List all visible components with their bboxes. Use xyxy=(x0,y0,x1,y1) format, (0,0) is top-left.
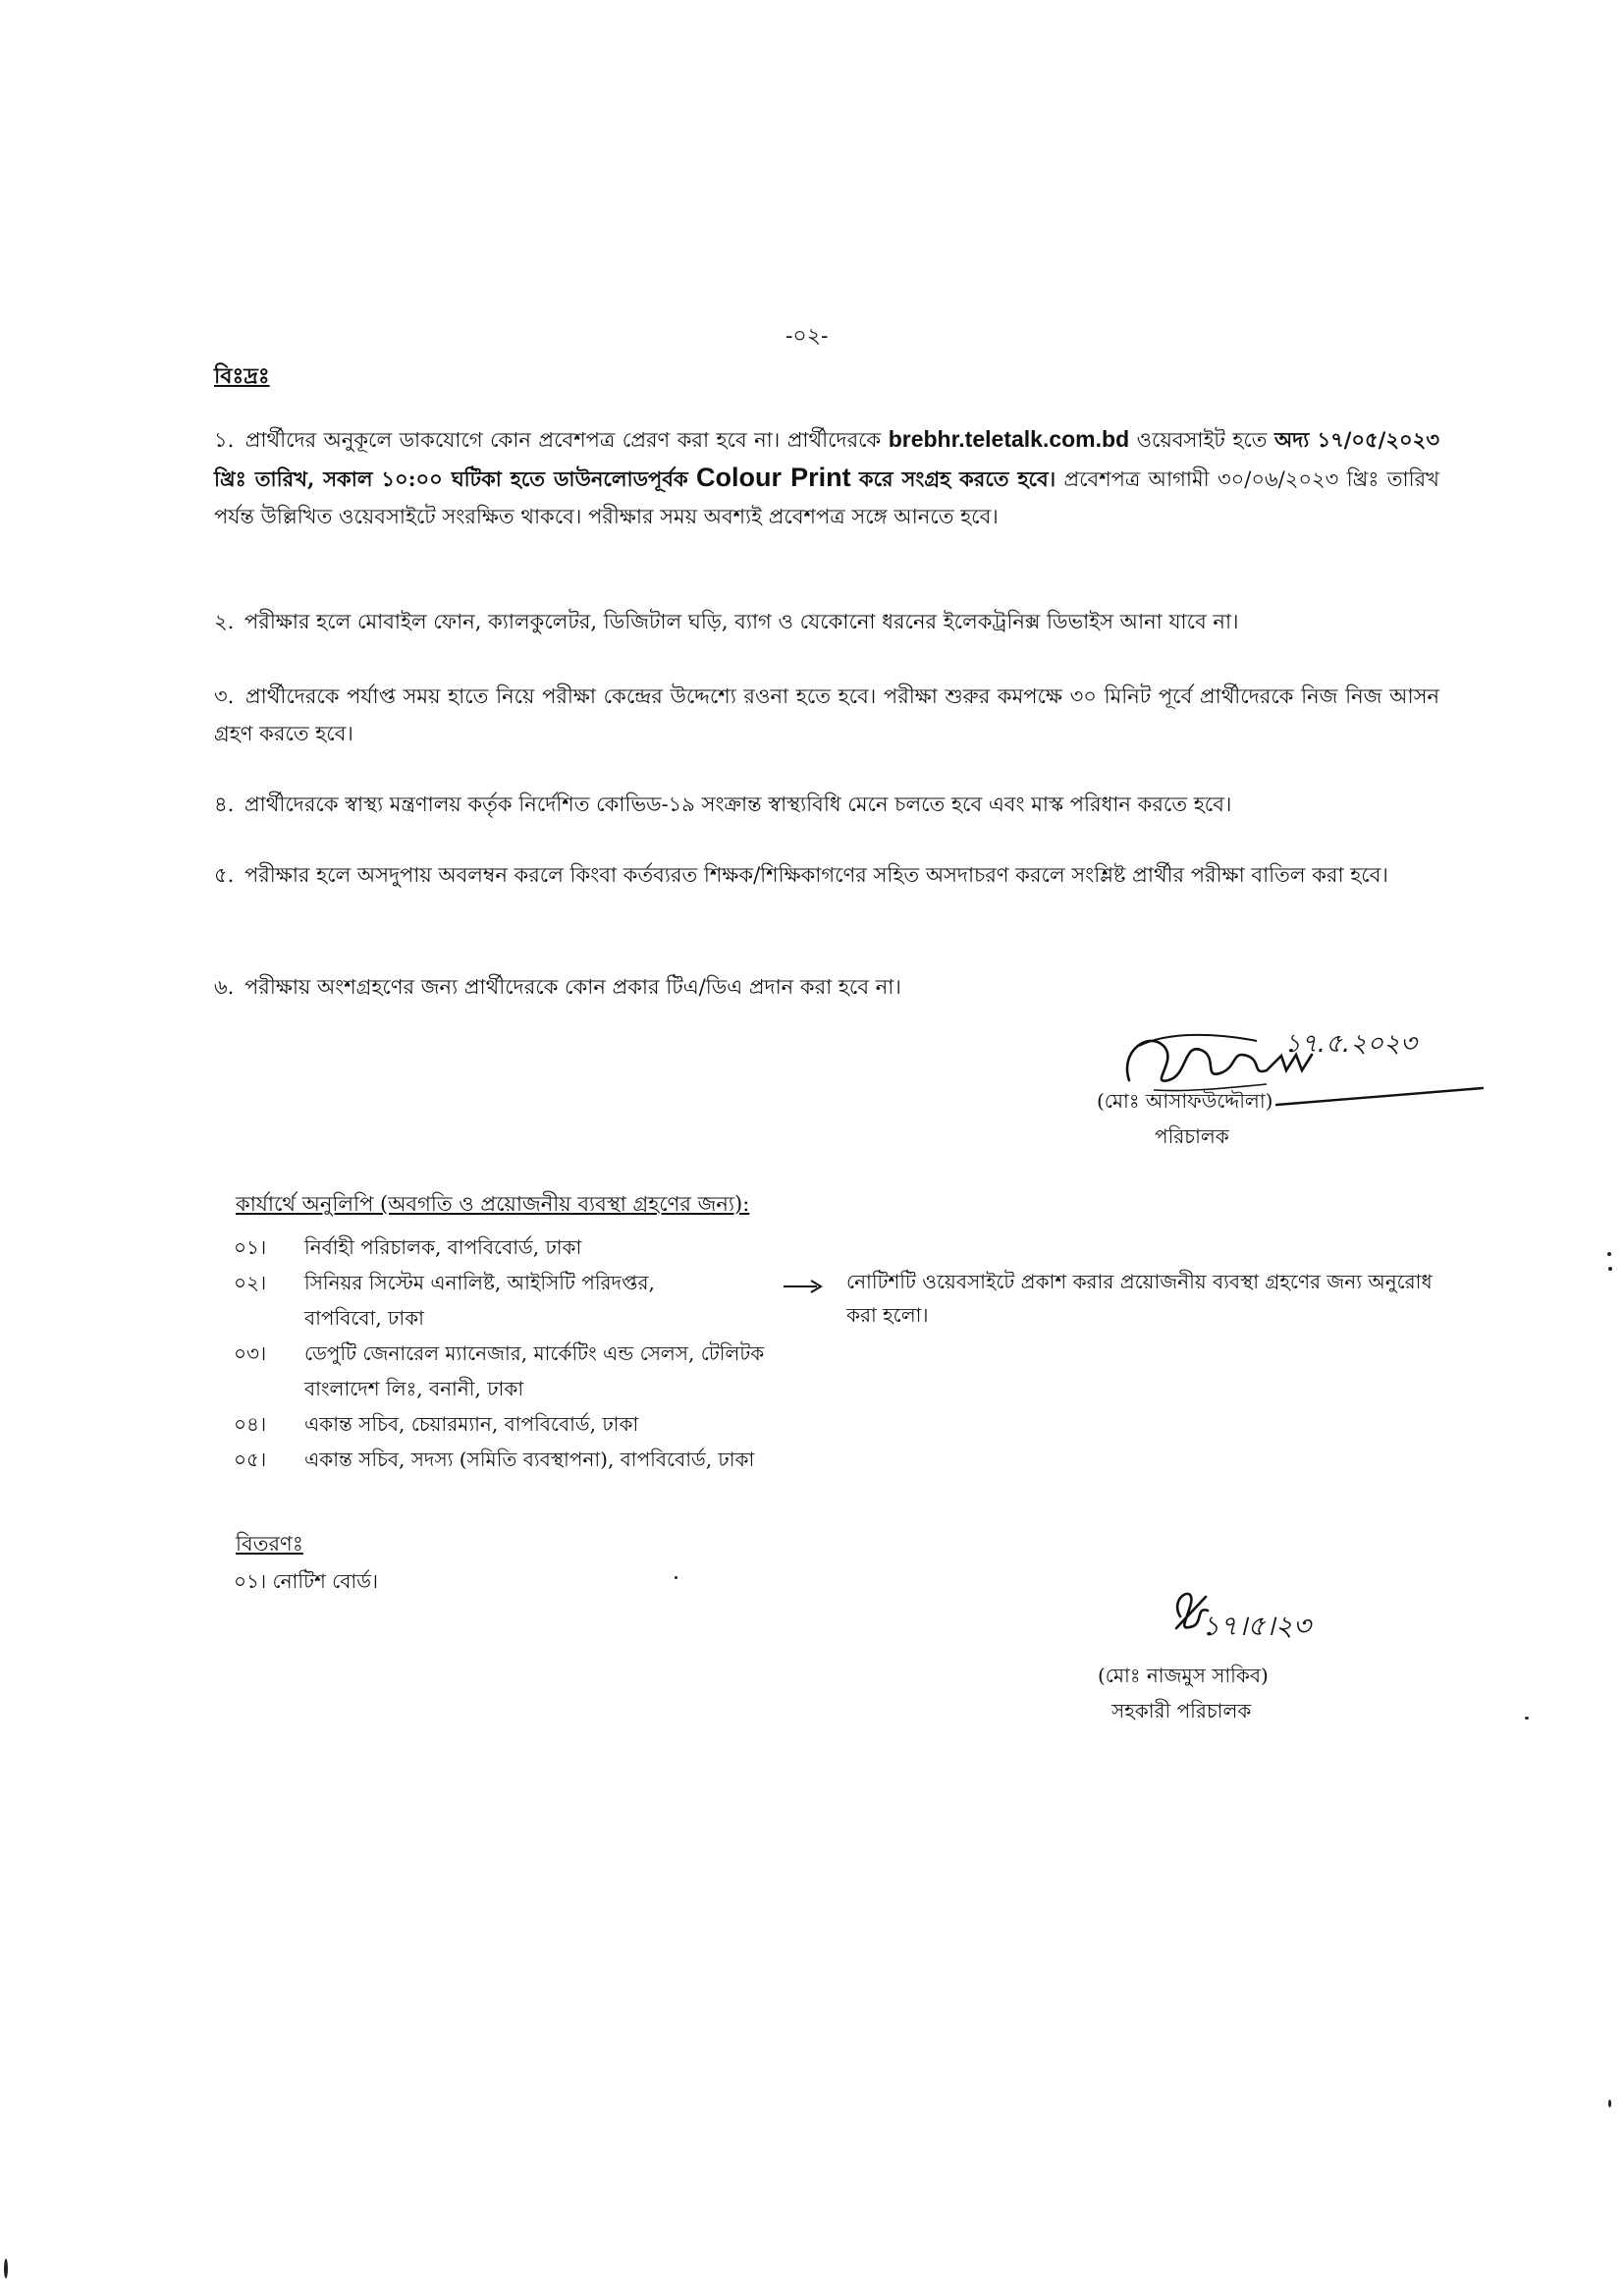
instruction-number: ১. xyxy=(214,428,235,452)
assistant-name: (মোঃ নাজমুস সাকিব) xyxy=(1098,1664,1269,1687)
page-number: -০২- xyxy=(785,324,829,349)
colour-print-text: Colour Print xyxy=(695,463,851,492)
instruction-2 xyxy=(214,603,1439,640)
instruction-text: প্রবেশপত্র আগামী ৩০/০৬/২০২৩ খ্রিঃ তারিখ পর্যন্ত উল্লিখিত ওয়েবসাইটে সংরক্ষিত থাকবে। পরীক্ষার সময় অবশ্যই প্রবেশপত্র সঙ্গে আনতে হবে। xyxy=(214,467,1439,528)
instruction-text: ওয়েবসাইট হতে xyxy=(1136,428,1268,452)
scan-speck xyxy=(1608,2100,1611,2107)
copy-to-heading: কার্যার্থে অনুলিপি (অবগতি ও প্রয়োজনীয় ব্যবস্থা গ্রহণের জন্য): xyxy=(236,1192,750,1216)
assistant-signature-date: ১৭।৫।২৩ xyxy=(1202,1610,1311,1642)
request-note: নোটিশটি ওয়েবসাইটে প্রকাশ করার প্রয়োজনীয় ব্যবস্থা গ্রহণের জন্য অনুরোধ করা হলো। xyxy=(846,1270,1433,1327)
list-item xyxy=(234,1230,842,1265)
instruction-1 xyxy=(214,420,1439,535)
distribution-item: ০১। নোটিশ বোর্ড। xyxy=(234,1569,379,1593)
instruction-number: ৩. xyxy=(214,684,235,708)
instruction-4 xyxy=(214,786,1439,823)
director-signature-date: ১৭.৫.২০২৩ xyxy=(1284,1029,1417,1059)
list-item-number: ০১। xyxy=(234,1235,267,1259)
notes-heading: বিঃদ্রঃ xyxy=(214,363,270,389)
instruction-text-bold: করে সংগ্রহ করতে হবে। xyxy=(858,466,1056,491)
instruction-number: ৫. xyxy=(214,863,235,887)
scan-speck xyxy=(1608,1267,1612,1271)
instruction-text: পরীক্ষার হলে মোবাইল ফোন, ক্যালকুলেটর, ডিজিটাল ঘড়ি, ব্যাগ ও যেকোনো ধরনের ইলেকট্রনিক্স ডিভাইস আনা যাবে না। xyxy=(244,610,1239,633)
instruction-text: প্রার্থীদেরকে পর্যাপ্ত সময় হাতে নিয়ে পরীক্ষা কেন্দ্রের উদ্দেশ্যে রওনা হতে হবে। পরীক্ষা শুরুর কমপক্ষে ৩০ মিনিট পূর্বে প্রার্থীদেরকে নিজ নিজ আসন গ্রহণ করতে হবে। xyxy=(214,684,1439,745)
list-item-text: একান্ত সচিব, চেয়ারম্যান, বাপবিবোর্ড, ঢাকা xyxy=(304,1412,639,1436)
list-item xyxy=(234,1336,842,1406)
list-item-text: ডেপুটি জেনারেল ম্যানেজার, মার্কেটিং এন্ড সেলস, টেলিটক বাংলাদেশ লিঃ, বনানী, ঢাকা xyxy=(304,1341,765,1400)
instruction-text: পরীক্ষায় অংশগ্রহণের জন্য প্রার্থীদেরকে কোন প্রকার টিএ/ডিএ প্রদান করা হবে না। xyxy=(244,975,901,999)
assistant-title: সহকারী পরিচালক xyxy=(1111,1699,1252,1722)
instruction-text: পরীক্ষার হলে অসদুপায় অবলম্বন করলে কিংবা কর্তব্যরত শিক্ষক/শিক্ষিকাগণের সহিত অসদাচরণ করলে সংশ্লিষ্ট প্রার্থীর পরীক্ষা বাতিল করা হবে। xyxy=(244,863,1388,887)
list-item-number: ০৪। xyxy=(234,1412,267,1436)
instruction-3 xyxy=(214,678,1439,752)
director-title: পরিচালক xyxy=(1155,1124,1229,1148)
instruction-number: ৬. xyxy=(214,975,235,999)
instruction-5 xyxy=(214,856,1439,894)
list-item-number: ০৫। xyxy=(234,1448,267,1471)
instruction-number: ৪. xyxy=(214,793,235,816)
scan-speck xyxy=(675,1576,677,1579)
scan-speck xyxy=(1525,1717,1529,1720)
list-item xyxy=(234,1442,842,1477)
instruction-text-bold: অদ্য ১৭/০৫/২০২৩ খ্রিঃ তারিখ, সকাল ১০:০০ ঘটিকা হতে ডাউনলোডপূর্বক xyxy=(214,427,1439,491)
list-item-text: নির্বাহী পরিচালক, বাপবিবোর্ড, ঢাকা xyxy=(304,1235,582,1259)
instruction-number: ২. xyxy=(214,610,235,633)
scan-speck xyxy=(4,2259,8,2278)
list-item-text: সিনিয়র সিস্টেম এনালিষ্ট, আইসিটি পরিদপ্তর, বাপবিবো, ঢাকা xyxy=(304,1271,655,1330)
list-item xyxy=(234,1406,842,1442)
instruction-text: প্রার্থীদেরকে স্বাস্থ্য মন্ত্রণালয় কর্তৃক নির্দেশিত কোভিড-১৯ সংক্রান্ত স্বাস্থ্যবিধি মেনে চলতে হবে এবং মাস্ক পরিধান করতে হবে। xyxy=(244,793,1232,816)
list-item-number: ০৩। xyxy=(234,1341,267,1365)
distribution-heading: বিতরণঃ xyxy=(236,1532,303,1556)
list-item-text: একান্ত সচিব, সদস্য (সমিতি ব্যবস্থাপনা), বাপবিবোর্ড, ঢাকা xyxy=(304,1448,755,1471)
copy-to-list xyxy=(234,1230,842,1477)
instruction-6 xyxy=(214,968,1439,1006)
director-name: (মোঃ আসাফউদ্দৌলা) xyxy=(1097,1089,1273,1113)
website-url: brebhr.teletalk.com.bd xyxy=(888,426,1130,452)
scan-speck xyxy=(1607,1252,1611,1256)
list-item-number: ০২। xyxy=(234,1271,267,1294)
list-item xyxy=(234,1265,842,1336)
arrow-right-icon xyxy=(782,1277,825,1296)
instruction-text: প্রার্থীদের অনুকূলে ডাকযোগে কোন প্রবেশপত্র প্রেরণ করা হবে না। প্রার্থীদেরকে xyxy=(244,428,882,452)
